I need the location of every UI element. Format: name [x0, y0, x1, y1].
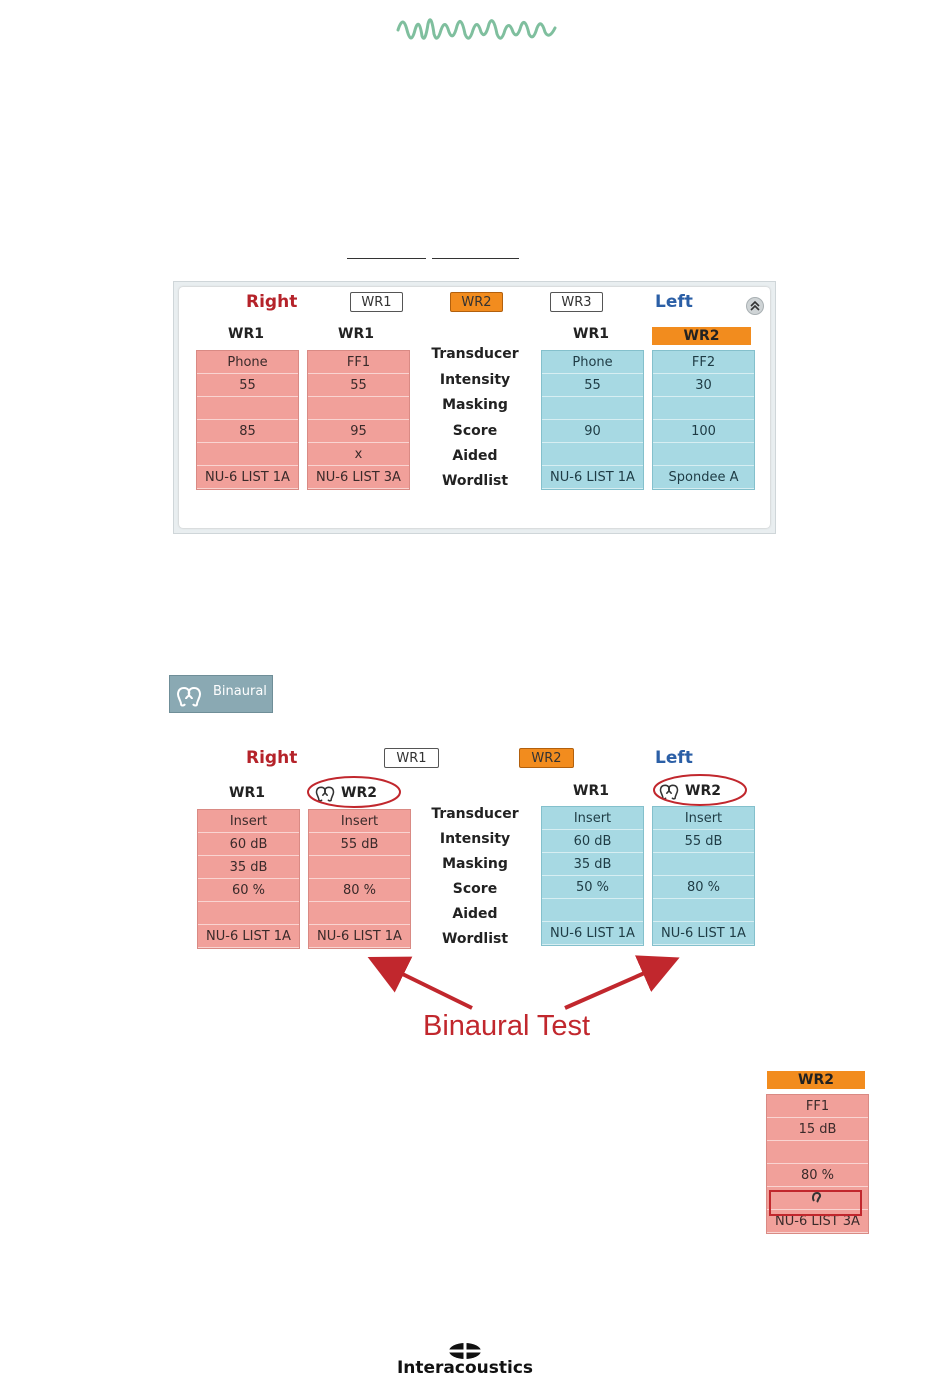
cell-wordlist: NU-6 LIST 3A — [767, 1210, 868, 1233]
left-col1-header: WR1 — [573, 326, 609, 342]
cell-score: 80 % — [767, 1164, 868, 1187]
cell-intensity: 55 dB — [309, 833, 410, 856]
row-label-masking: Masking — [442, 397, 508, 413]
right-wr1-column-binaural[interactable] — [197, 809, 300, 949]
right-wr1b-column[interactable] — [307, 350, 410, 490]
right-ear-label: Right — [246, 292, 298, 312]
cell-score: 60 % — [198, 879, 299, 902]
cell-transducer: Insert — [198, 810, 299, 833]
cell-masking: 35 dB — [198, 856, 299, 879]
interacoustics-logo-text: Interacoustics — [396, 1358, 534, 1378]
tab-wr2-binaural[interactable]: WR2 — [519, 748, 574, 768]
cell-masking — [542, 397, 643, 420]
row-label-transducer: Transducer — [431, 346, 519, 362]
right-col1-header: WR1 — [228, 326, 264, 342]
cell-score: 100 — [653, 420, 754, 443]
left-col1-header-binaural: WR1 — [573, 783, 609, 799]
cell-transducer: Insert — [653, 807, 754, 830]
left-wr1-column[interactable] — [541, 350, 644, 490]
cell-wordlist: NU-6 LIST 1A — [542, 922, 643, 945]
left-wr1-column-binaural[interactable] — [541, 806, 644, 946]
cell-wordlist: NU-6 LIST 1A — [198, 925, 299, 948]
cell-intensity: 60 dB — [542, 830, 643, 853]
cell-aided — [542, 899, 643, 922]
cell-masking — [308, 397, 409, 420]
cell-transducer: Phone — [542, 351, 643, 374]
row-label-intensity: Intensity — [439, 372, 511, 388]
cell-masking — [653, 853, 754, 876]
row-label-transducer: Transducer — [431, 806, 519, 822]
cell-wordlist: NU-6 LIST 1A — [542, 466, 643, 489]
binaural-button[interactable] — [169, 675, 273, 713]
left-ear-label-binaural: Left — [655, 748, 693, 768]
cell-score: 85 — [197, 420, 298, 443]
cell-transducer: FF1 — [767, 1095, 868, 1118]
cell-score: 80 % — [653, 876, 754, 899]
cell-wordlist: NU-6 LIST 1A — [653, 922, 754, 945]
right-col2-header: WR1 — [338, 326, 374, 342]
cell-transducer: FF1 — [308, 351, 409, 374]
brand-wave-logo — [395, 10, 560, 44]
left-wr2-column-binaural[interactable] — [652, 806, 755, 946]
cell-wordlist: NU-6 LIST 3A — [308, 466, 409, 489]
aided-highlight-box — [769, 1190, 862, 1216]
cell-score: 80 % — [309, 879, 410, 902]
cell-intensity: 55 — [197, 374, 298, 397]
cell-transducer: Insert — [309, 810, 410, 833]
cell-masking — [653, 397, 754, 420]
cell-aided — [198, 902, 299, 925]
row-label-aided: Aided — [452, 448, 498, 464]
cell-transducer: Insert — [542, 807, 643, 830]
cell-intensity: 60 dB — [198, 833, 299, 856]
cell-intensity: 55 — [308, 374, 409, 397]
row-label-wordlist: Wordlist — [441, 931, 509, 947]
tab-wr1[interactable]: WR1 — [350, 292, 403, 312]
cell-aided — [197, 443, 298, 466]
binaural-button-label: Binaural — [213, 684, 267, 699]
tab-wr1-binaural[interactable]: WR1 — [384, 748, 439, 768]
cell-wordlist: NU-6 LIST 1A — [197, 466, 298, 489]
cell-score: 50 % — [542, 876, 643, 899]
cell-wordlist: NU-6 LIST 1A — [309, 925, 410, 948]
aided-example-header: WR2 — [767, 1071, 865, 1089]
header-label: WR2 — [341, 785, 377, 801]
row-label-score: Score — [452, 423, 498, 439]
decor-line-b — [432, 258, 519, 259]
cell-aided — [542, 443, 643, 466]
left-ear-label: Left — [655, 292, 693, 312]
cell-transducer: Phone — [197, 351, 298, 374]
highlight-circle-left — [651, 772, 749, 808]
annotation-label: Binaural Test — [423, 1010, 591, 1042]
cell-aided — [309, 902, 410, 925]
cell-intensity: 55 — [542, 374, 643, 397]
chevron-up-icon — [747, 298, 763, 314]
left-wr2-column[interactable] — [652, 350, 755, 490]
right-ear-label-binaural: Right — [246, 748, 298, 768]
row-label-masking: Masking — [442, 856, 508, 872]
cell-aided — [653, 443, 754, 466]
highlight-circle-right — [305, 774, 403, 810]
cell-aided — [653, 899, 754, 922]
cell-intensity: 15 dB — [767, 1118, 868, 1141]
left-col2-header: WR2 — [652, 327, 751, 345]
tab-wr2[interactable]: WR2 — [450, 292, 503, 312]
cell-masking — [197, 397, 298, 420]
cell-score: 95 — [308, 420, 409, 443]
row-label-score: Score — [452, 881, 498, 897]
cell-intensity: 30 — [653, 374, 754, 397]
cell-masking — [309, 856, 410, 879]
binaural-icon — [175, 685, 203, 707]
header-label: WR2 — [685, 783, 721, 799]
row-label-intensity: Intensity — [439, 831, 511, 847]
cell-aided: x — [308, 443, 409, 466]
right-wr1-column[interactable] — [196, 350, 299, 490]
cell-intensity: 55 dB — [653, 830, 754, 853]
cell-masking: 35 dB — [542, 853, 643, 876]
collapse-button[interactable] — [746, 297, 764, 315]
row-label-wordlist: Wordlist — [441, 473, 509, 489]
decor-line-a — [347, 258, 426, 259]
right-col1-header-binaural: WR1 — [229, 785, 265, 801]
right-wr2-column-binaural[interactable] — [308, 809, 411, 949]
cell-score: 90 — [542, 420, 643, 443]
cell-wordlist: Spondee A — [653, 466, 754, 489]
cell-masking — [767, 1141, 868, 1164]
row-label-aided: Aided — [452, 906, 498, 922]
tab-wr3[interactable]: WR3 — [550, 292, 603, 312]
cell-transducer: FF2 — [653, 351, 754, 374]
